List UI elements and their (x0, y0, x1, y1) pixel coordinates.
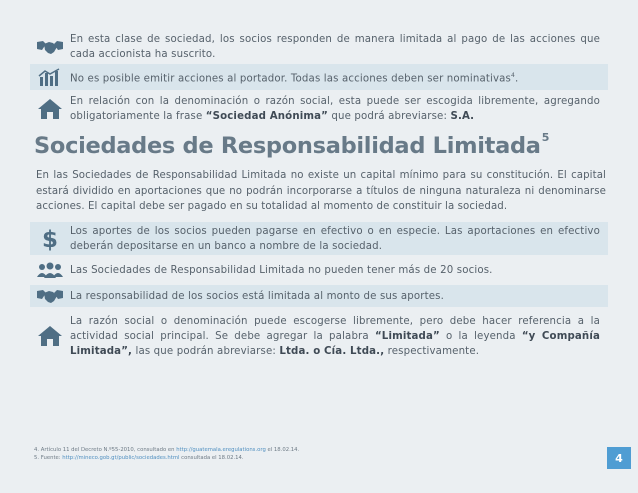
svg-text:$: $ (41, 226, 59, 252)
bold-phrase: “Sociedad Anónima” (205, 111, 329, 122)
item-text: En esta clase de sociedad, los socios responden de manera limitada al pago de las acciones que cada accionista ha suscrito. (70, 34, 600, 60)
item-text (70, 314, 608, 359)
item-text-mid: que podrá abreviarse: (328, 111, 451, 122)
footnote-link[interactable]: http://guatemala.eregulations.org (176, 447, 266, 453)
house-icon (30, 325, 70, 347)
handshake-icon (30, 38, 70, 56)
footnote-text: 4. Artículo 11 del Decreto N.º55-2010, consultado en (34, 447, 177, 453)
item-text: La responsabilidad de los socios está limitada al monto de sus aportes. (70, 290, 445, 302)
item-text-mid: o la leyenda (439, 330, 522, 342)
section-title (34, 133, 549, 159)
item-text-main: La razón social o denominación puede escogerse libremente, pero debe hacer referencia a la actividad social principal. Se debe agregar la palabra (70, 315, 600, 342)
intro-paragraph: En las Sociedades de Responsabilidad Limitada no existe un capital mínimo para su constitución. El capital estará dividido en aportaciones que no podrán incorporarse a títulos de ninguna naturaleza ni denominarse acciones. El capital debe ser pagado en su totalidad al momento de constituir la sociedad. (36, 170, 606, 212)
footnote-4 (34, 447, 299, 454)
bold-legend: “y Compañía Limitada”, (70, 330, 600, 357)
footnote-5 (34, 455, 244, 462)
bold-abbrev: Ltda. o Cía. Ltda., (279, 345, 385, 357)
section-title-text: Sociedades de Responsabilidad Limitada (34, 133, 541, 159)
limitada-item-denomination (30, 311, 608, 361)
footnote-text: consultada el 18.02.14. (179, 455, 244, 461)
footnote-ref: 5 (541, 131, 550, 144)
item-text (70, 94, 608, 124)
dollar-icon (30, 226, 70, 252)
item-text-main: En relación con la denominación o razón social, esta puede ser escogida libremente, agregando obligatoriamente la frase (70, 96, 600, 122)
handshake-icon (30, 287, 70, 305)
footnote-link[interactable]: http://mineco.gob.gt/public/sociedades.html (62, 455, 180, 461)
item-text-main: No es posible emitir acciones al portador. Todas las acciones deben ser nominativas (70, 73, 512, 85)
item-text (70, 68, 526, 86)
item-text: Las Sociedades de Responsabilidad Limitada no pueden tener más de 20 socios. (70, 264, 493, 276)
page-number: 4 (607, 447, 631, 469)
limitada-item-contributions (30, 222, 608, 255)
stock-chart-icon (30, 68, 70, 86)
limitada-item-max-partners (30, 259, 608, 281)
item-text-end: . (514, 73, 519, 85)
house-icon (30, 98, 70, 120)
item-text-end: respectivamente. (384, 345, 480, 357)
footnote-text: 5. Fuente: (34, 455, 63, 461)
group-icon (30, 262, 70, 278)
bold-abbrev: S.A. (450, 111, 475, 122)
limitada-item-liability (30, 285, 608, 307)
bold-word: “Limitada” (374, 330, 440, 342)
item-text: Los aportes de los socios pueden pagarse en efectivo o en especie. Las aportaciones en efectivo deberán depositarse en un banco a nombre de la sociedad. (70, 225, 600, 252)
footnote-ref: 4 (511, 71, 515, 79)
item-text-mid2: las que podrán abreviarse: (132, 345, 280, 357)
anonima-item-limited-liability (30, 30, 608, 64)
anonima-item-nominative-shares (30, 64, 608, 90)
footnote-text: el 18.02.14. (265, 447, 300, 453)
anonima-item-denomination (30, 92, 608, 126)
